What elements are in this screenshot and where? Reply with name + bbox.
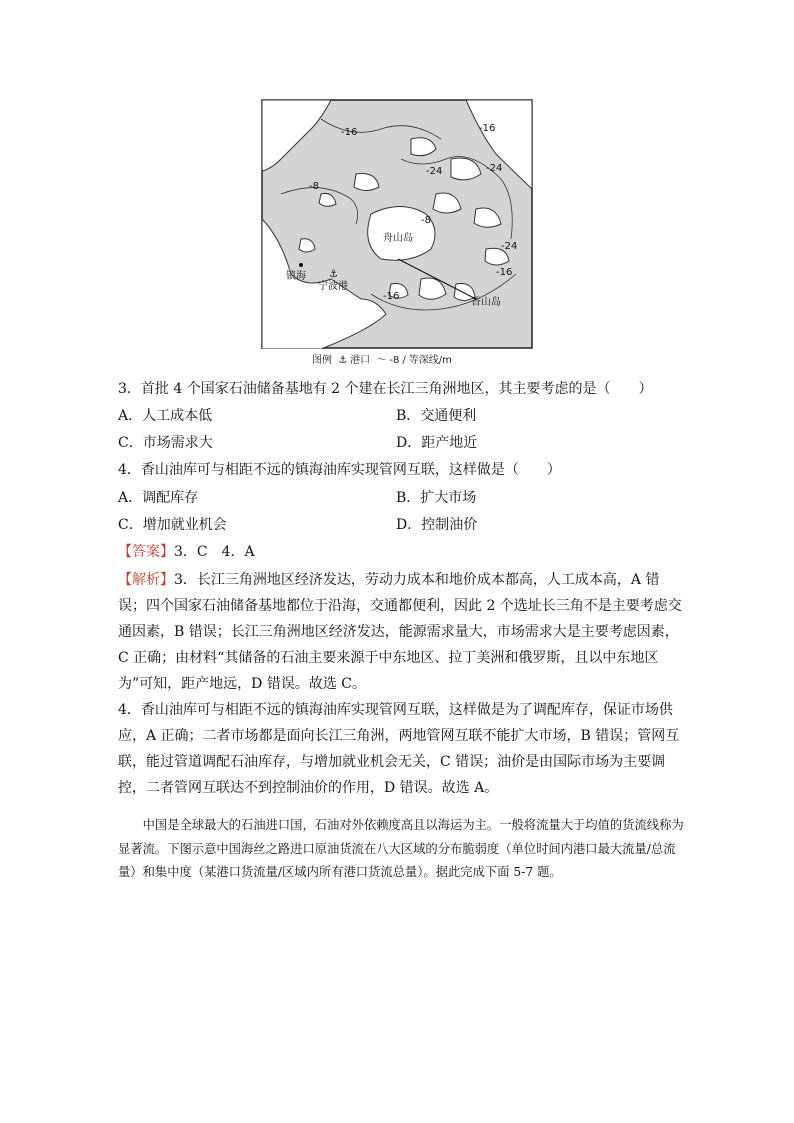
legend-title: 图例 [312,355,332,366]
q4-option-b: B．扩大市场 [396,490,477,506]
contour-icon: 〜 [376,355,387,366]
q4-option-d: D．控制油价 [396,517,478,533]
q3-option-d: D．距产地近 [396,435,478,451]
q3-stem: 3．首批 4 个国家石油储备基地有 2 个建在长江三角洲地区，其主要考虑的是（ ） [118,381,653,397]
q4-option-c: C．增加就业机会 [118,517,227,533]
analysis-tag: 【解析】 [118,572,174,588]
q3-option-a: A．人工成本低 [118,408,213,424]
legend-port: 港口 [350,355,371,366]
q4-option-a: A．调配库存 [118,490,199,506]
material-text: 中国是全球最大的石油进口国，石油对外依赖度高且以海运为主。一般将流量大于均值的货流线称为显著流。下图示意中国海丝之路进口原油货流在八大区域的分布脆弱度（单位时间内港口最大流量/总流量）和集中度（某港口货流量/区域内所有港口货流总量）。据此完成下面 5-7 题。 [118,818,684,879]
q4-stem: 4．香山油库可与相距不远的镇海油库实现管网互联，这样做是（ ） [118,462,561,478]
q3-option-b: B．交通便利 [396,408,477,424]
zhenhai-dot [299,263,303,267]
map-label-zhenhai: 镇海 [286,271,306,282]
map-label-zhoushan: 舟山岛 [383,233,413,244]
depth-label: -24 [486,163,503,174]
legend-depth-sample: -8 [389,355,400,366]
answer-tag: 【答案】 [118,544,174,560]
zhoushan-map [261,99,533,369]
depth-label: -24 [501,241,518,252]
depth-label: -8 [421,215,431,226]
answer-line [118,542,255,562]
anchor-icon: ⚓ [329,269,338,280]
depth-label: -16 [496,267,513,278]
q3-option-c: C．市场需求大 [118,435,213,451]
depth-label: -16 [479,123,496,134]
analysis-p3: 3．长江三角洲地区经济发达，劳动力成本和地价成本都高，人工成本高，A 错误；四个国家石油储备基地都位于沿海，交通都便利，因此 2 个选址长三角不是主要考虑交通因素，B 错误；长江三角洲地区经济发达，能源需求量大，市场需求大是主要考虑因素，C 正确；由材料“其储备的石油主要来源于中东地区、拉丁美洲和俄罗斯，且以中东地区为”可知，距产地远，D 错误。故选 C。 [118,572,682,692]
depth-label: -24 [426,166,443,177]
map-svg [261,99,533,349]
legend-contour: 等深线/m [408,355,452,366]
answer-text: 3．C 4．A [174,544,255,560]
map-legend [312,351,455,366]
slash-icon: ∕ [402,355,406,366]
map-label-xiangshan: 香山岛 [471,297,501,308]
analysis-p4: 4．香山油库可与相距不远的镇海油库实现管网互联，这样做是为了调配库存，保证市场供应，A 正确；二者市场都是面向长江三角洲，两地管网互联不能扩大市场，B 错误；管网互联，能过管道调配石油库存，与增加就业机会无关，C 错误；油价是由国际市场为主要调控，二者管网互联达不到控制油价的作用，D 错误。故选 A。 [118,702,680,796]
anchor-icon: ⚓ [338,355,348,366]
map-label-ningbo-port: 宁波港 [318,281,348,292]
depth-label: -16 [383,291,400,302]
analysis-block [118,567,684,801]
depth-label: -8 [309,181,319,192]
depth-label: -16 [341,127,358,138]
